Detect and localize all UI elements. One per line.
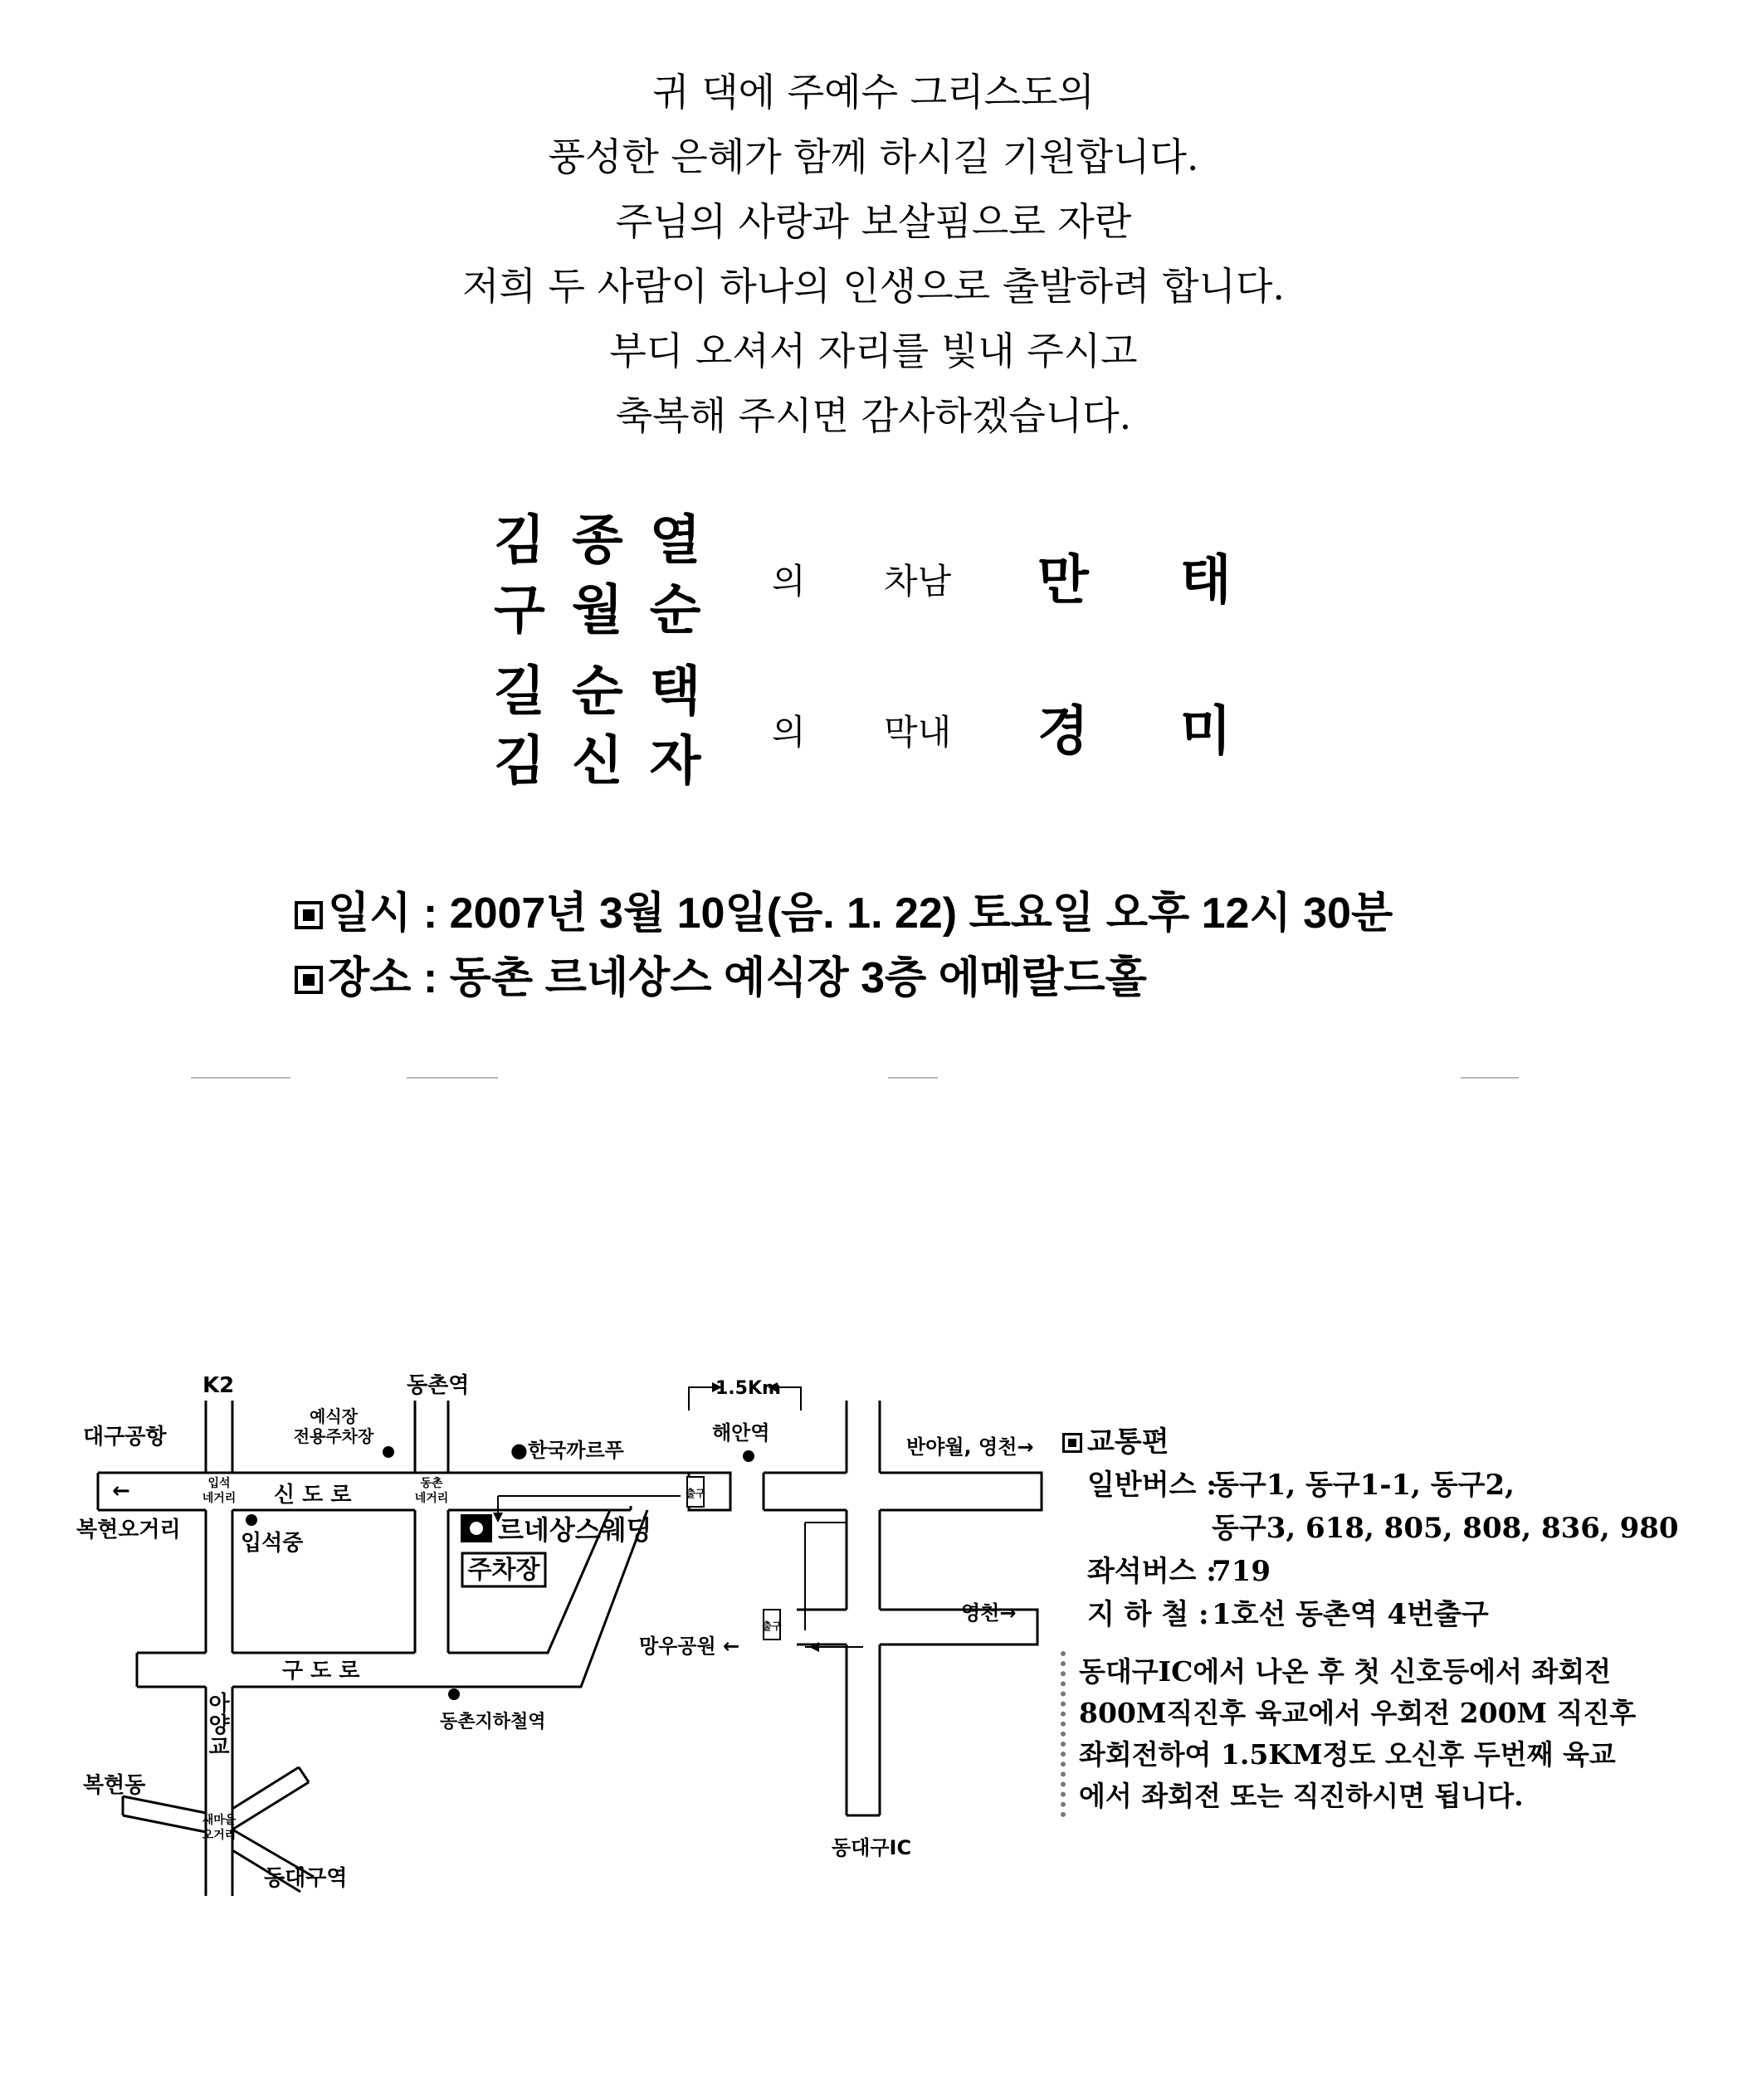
fold-line — [1461, 1077, 1519, 1079]
label-dongchon-subway: 동촌지하철역 — [440, 1712, 546, 1732]
label-korea-carrefour: ●한국까르푸 — [510, 1439, 624, 1462]
label-left-arrow: ← — [112, 1479, 130, 1503]
transport-value: 동구3, 618, 805, 808, 836, 980 — [1212, 1512, 1679, 1545]
arrow-line — [689, 1387, 714, 1411]
transport-key: 일반버스 : — [1087, 1469, 1217, 1502]
fold-line — [407, 1077, 498, 1079]
label-wedding-parking-1: 예식장 — [310, 1406, 358, 1426]
transport-value: 719 — [1212, 1555, 1271, 1588]
label-dongchon-station: 동촌역 — [407, 1373, 470, 1398]
label-banyawol: 반야월, 영천→ — [906, 1435, 1034, 1459]
label-daegu-airport: 대구공항 — [83, 1425, 167, 1450]
square-bullet-icon — [1062, 1433, 1082, 1453]
map-labels — [76, 1372, 1034, 1891]
directions-line: 동대구IC에서 나온 후 첫 신호등에서 좌회전 — [1079, 1655, 1612, 1688]
label-ayang-2: 양 — [208, 1713, 230, 1738]
square-bullet-icon — [295, 966, 323, 994]
location-map — [0, 1361, 1054, 1925]
bride-father: 길순택 — [494, 661, 728, 723]
greeting-line: 부디 오셔서 자리를 빛내 주시고 — [609, 329, 1138, 373]
event-datetime-text: 일시 : 2007년 3월 10일(음. 1. 22) 토요일 오후 12시 30분 — [328, 889, 1393, 938]
bride-mother: 김신자 — [494, 731, 728, 792]
greeting-line: 축복해 주시면 감사하겠습니다. — [615, 393, 1132, 438]
label-saemaeul-1: 새마을 — [202, 1814, 237, 1827]
transport-key: 지 하 철 : — [1087, 1598, 1209, 1631]
label-sindo-road: 신 도 로 — [274, 1483, 352, 1508]
transport-row — [1062, 1593, 1489, 1636]
directions-line: 에서 좌회전 또는 직진하시면 됩니다. — [1079, 1780, 1524, 1812]
fold-line — [191, 1077, 290, 1079]
label-haean-station: 해안역 — [712, 1421, 770, 1445]
label-parking: 주차장 — [467, 1556, 540, 1585]
landmark-dot — [448, 1688, 460, 1700]
transport-row — [1062, 1464, 1515, 1507]
greeting-line: 주님의 사랑과 보살핌으로 자란 — [615, 199, 1132, 244]
square-bullet-icon — [295, 901, 323, 929]
transport-title-text: 교통편 — [1087, 1425, 1169, 1459]
groom-name: 만태 — [1037, 550, 1323, 611]
label-dongchon-2: 네거리 — [414, 1492, 449, 1505]
groom-parents — [494, 506, 727, 646]
driving-directions — [1061, 1651, 1693, 1817]
label-ayang-3: 교 — [208, 1735, 230, 1760]
bride-connector: 의 — [772, 712, 806, 753]
landmark-dot — [246, 1514, 257, 1526]
bride-family — [494, 657, 1332, 806]
event-datetime — [295, 878, 1393, 940]
exit-label: 출구 — [686, 1488, 705, 1499]
transport-value: 1호선 동촌역 4번출구 — [1212, 1598, 1489, 1631]
label-dongdaegu-station: 동대구역 — [264, 1866, 348, 1891]
transport-row — [1062, 1550, 1271, 1593]
transport-info — [1062, 1420, 1679, 1636]
event-venue — [295, 943, 1147, 1005]
directions-line: 800M직진후 육교에서 우회전 200M 직진후 — [1079, 1697, 1637, 1729]
exit-label: 출구 — [762, 1620, 782, 1632]
transport-value: 동구1, 동구1-1, 동구2, — [1212, 1469, 1515, 1502]
bride-relation: 막내 — [884, 712, 952, 753]
groom-connector: 의 — [772, 561, 806, 602]
label-wedding-parking-2: 전용주차장 — [293, 1426, 374, 1446]
groom-mother: 구월순 — [494, 580, 728, 641]
transport-title — [1062, 1420, 1169, 1464]
label-renaissance-wedding: 르네상스웨딩 — [498, 1514, 652, 1546]
bride-parents — [494, 657, 727, 797]
transport-key: 좌석버스 : — [1087, 1555, 1217, 1588]
arrow-line — [498, 1496, 681, 1514]
label-ipseok-middle: 입석중 — [241, 1531, 304, 1556]
label-yeongcheon: 영천→ — [961, 1601, 1017, 1625]
label-k2: K2 — [203, 1373, 235, 1398]
landmark-dot — [383, 1446, 394, 1458]
label-ipseok-1: 입석 — [207, 1477, 231, 1490]
label-dongdaegu-ic: 동대구IC — [832, 1836, 912, 1859]
greeting-line: 귀 댁에 주예수 그리스도의 — [652, 70, 1095, 115]
landmark-dot — [743, 1450, 754, 1462]
directions-line: 좌회전하여 1.5KM정도 오신후 두번째 육교 — [1079, 1738, 1616, 1771]
label-gudo-road: 구 도 로 — [282, 1659, 360, 1683]
label-bokhyeon-ogeori: 복현오거리 — [76, 1518, 181, 1542]
groom-family — [494, 506, 1332, 655]
greeting-line: 풍성한 은혜가 함께 하시길 기원합니다. — [548, 134, 1199, 179]
label-ayang-1: 아 — [208, 1692, 230, 1717]
bride-name: 경미 — [1037, 701, 1323, 763]
event-venue-text: 장소 : 동촌 르네상스 예식장 3층 에메랄드홀 — [328, 954, 1147, 1002]
map-roads — [98, 1401, 1042, 1896]
wedding-hall-icon-center — [470, 1522, 483, 1535]
label-distance: 1.5Km — [715, 1378, 781, 1399]
label-saemaeul-2: 오거리 — [202, 1829, 237, 1842]
greeting-line: 저희 두 사람이 하나의 인생으로 출발하려 합니다. — [461, 264, 1286, 309]
groom-father: 김종열 — [494, 510, 728, 572]
label-mangu-park: 망우공원 ← — [639, 1635, 740, 1658]
label-ipseok-2: 네거리 — [202, 1492, 237, 1505]
groom-relation: 차남 — [884, 561, 952, 602]
label-bokhyeon-dong: 복현동 — [83, 1773, 146, 1798]
fold-line — [888, 1077, 938, 1079]
greeting-message — [0, 60, 1747, 448]
label-dongchon-1: 동촌 — [420, 1477, 443, 1490]
transport-row — [1062, 1507, 1679, 1550]
